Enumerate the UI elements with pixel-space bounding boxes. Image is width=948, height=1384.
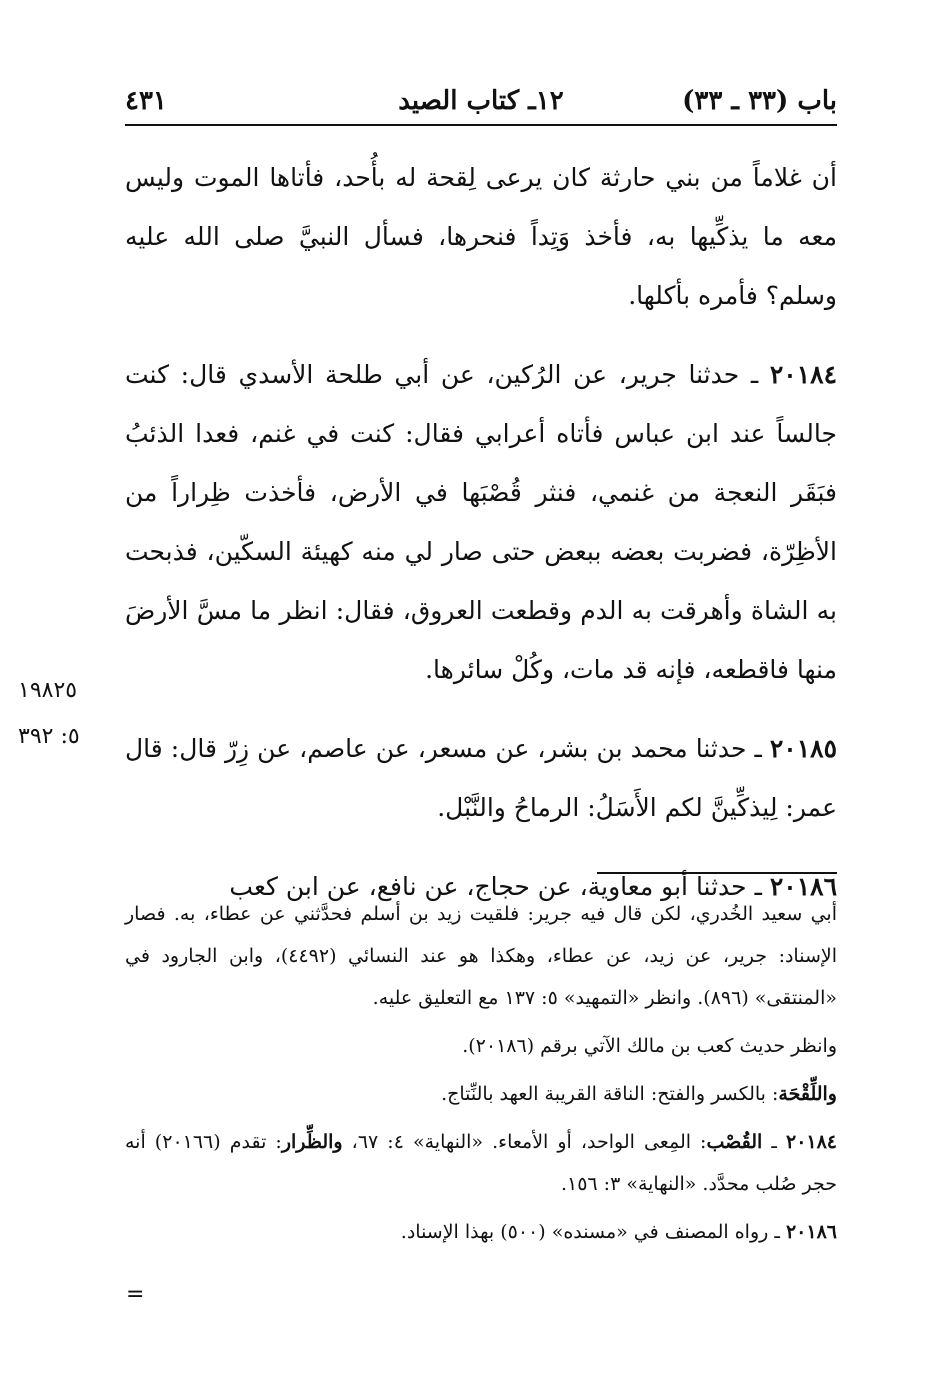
- hadith-20185: [125, 719, 837, 837]
- footnote-number: ٢٠١٨٤: [785, 1131, 838, 1153]
- footnote-number: ٢٠١٨٦: [785, 1221, 837, 1243]
- footnote-2: وانظر حديث كعب بن مالك الآتي برقم (٢٠١٨٦).: [462, 1035, 837, 1057]
- margin-ref-2: ٥: ٣٩٢: [18, 724, 80, 749]
- book-title: ١٢ـ كتاب الصيد: [398, 86, 564, 116]
- footnotes: [125, 893, 837, 1257]
- hadith-text: ـ حدثنا محمد بن بشر، عن مسعر، عن عاصم، عن زِرّ قال: قال عمر: لِيذكِّينَّ لكم الأَسَلُ: الرماحُ والنَّبْل.: [125, 734, 837, 822]
- footnote-text: : المِعى الواحد، أو الأمعاء. «النهاية» ٤: ٦٧،: [351, 1131, 707, 1153]
- footnote-term: القُصْب: [706, 1131, 763, 1153]
- chapter-heading: باب (٣٣ ـ ٣٣): [682, 86, 837, 116]
- footnote-5: [125, 1211, 837, 1253]
- page-number: ٤٣١: [125, 86, 167, 116]
- hadith-number: ٢٠١٨٤: [769, 360, 837, 389]
- footnote-dash: ـ: [771, 1131, 777, 1153]
- hadith-number: ٢٠١٨٦: [769, 872, 837, 901]
- footnote-text: : تقدم (٢٠١٦٦) أنه حجر صُلب محدَّد. «النهاية» ٣: ١٥٦.: [125, 1131, 837, 1195]
- hadith-number: ٢٠١٨٥: [769, 734, 838, 763]
- hadith-text: ـ حدثنا جرير، عن الرُكين، عن أبي طلحة الأسدي قال: كنت جالساً عند ابن عباس فأتاه أعرابي فقال: كنت في غنم، فعدا الذئبُ فبَقَر النعجة من غنمي، فنثر قُصْبَها في الأرض، فأخذت ظِراراً من الأظِرّة، فضربت بعضه ببعض حتى صار لي منه كهيئة السكّين، فذبحت به الشاة وأهرقت به الدم وقطعت العروق، فقال: انظر ما مسَّ الأرضَ منها فاقطعه، فإنه قد مات، وكُلْ سائرها.: [125, 360, 837, 684]
- hadith-20184: [125, 345, 837, 699]
- footnote-text: ـ رواه المصنف في «مسنده» (٥٠٠) بهذا الإسناد.: [400, 1221, 780, 1243]
- footnote-1: أبي سعيد الخُدري، لكن قال فيه جرير: فلقيت زيد بن أسلم فحدَّثني عن عطاء، به. فصار الإسناد: جرير، عن زيد، عن عطاء، وهكذا هو عند النسائي (٤٤٩٢)، وابن الجارود في «المنتقى» (٨٩٦). وانظر «التمهيد» ٥: ١٣٧ مع التعليق عليه.: [125, 903, 837, 1009]
- footnote-term: والظِّرار: [281, 1131, 343, 1153]
- footnote-text: : بالكسر والفتح: الناقة القريبة العهد بالنِّتاج.: [441, 1083, 779, 1105]
- continuation-mark: =: [126, 1282, 145, 1307]
- margin-references: [18, 668, 114, 760]
- paragraph-continuation: أن غلاماً من بني حارثة كان يرعى لِقحة له بأُحد، فأتاها الموت وليس معه ما يذكِّيها به، فأخذ وَتِداً فنحرها، فسأل النبيَّ صلى الله عليه وسلم؟ فأمره بأكلها.: [125, 163, 837, 310]
- main-text: [125, 148, 837, 916]
- footnote-term: واللِّقْحَة: [778, 1083, 837, 1105]
- margin-ref-1: ١٩٨٢٥: [18, 678, 78, 703]
- footnote-separator: [597, 872, 837, 874]
- hadith-text: ـ حدثنا أبو معاوية، عن حجاج، عن نافع، عن ابن كعب: [229, 872, 762, 901]
- page-header: [125, 84, 837, 126]
- footnote-3: [125, 1073, 837, 1115]
- footnote-4: [125, 1121, 837, 1205]
